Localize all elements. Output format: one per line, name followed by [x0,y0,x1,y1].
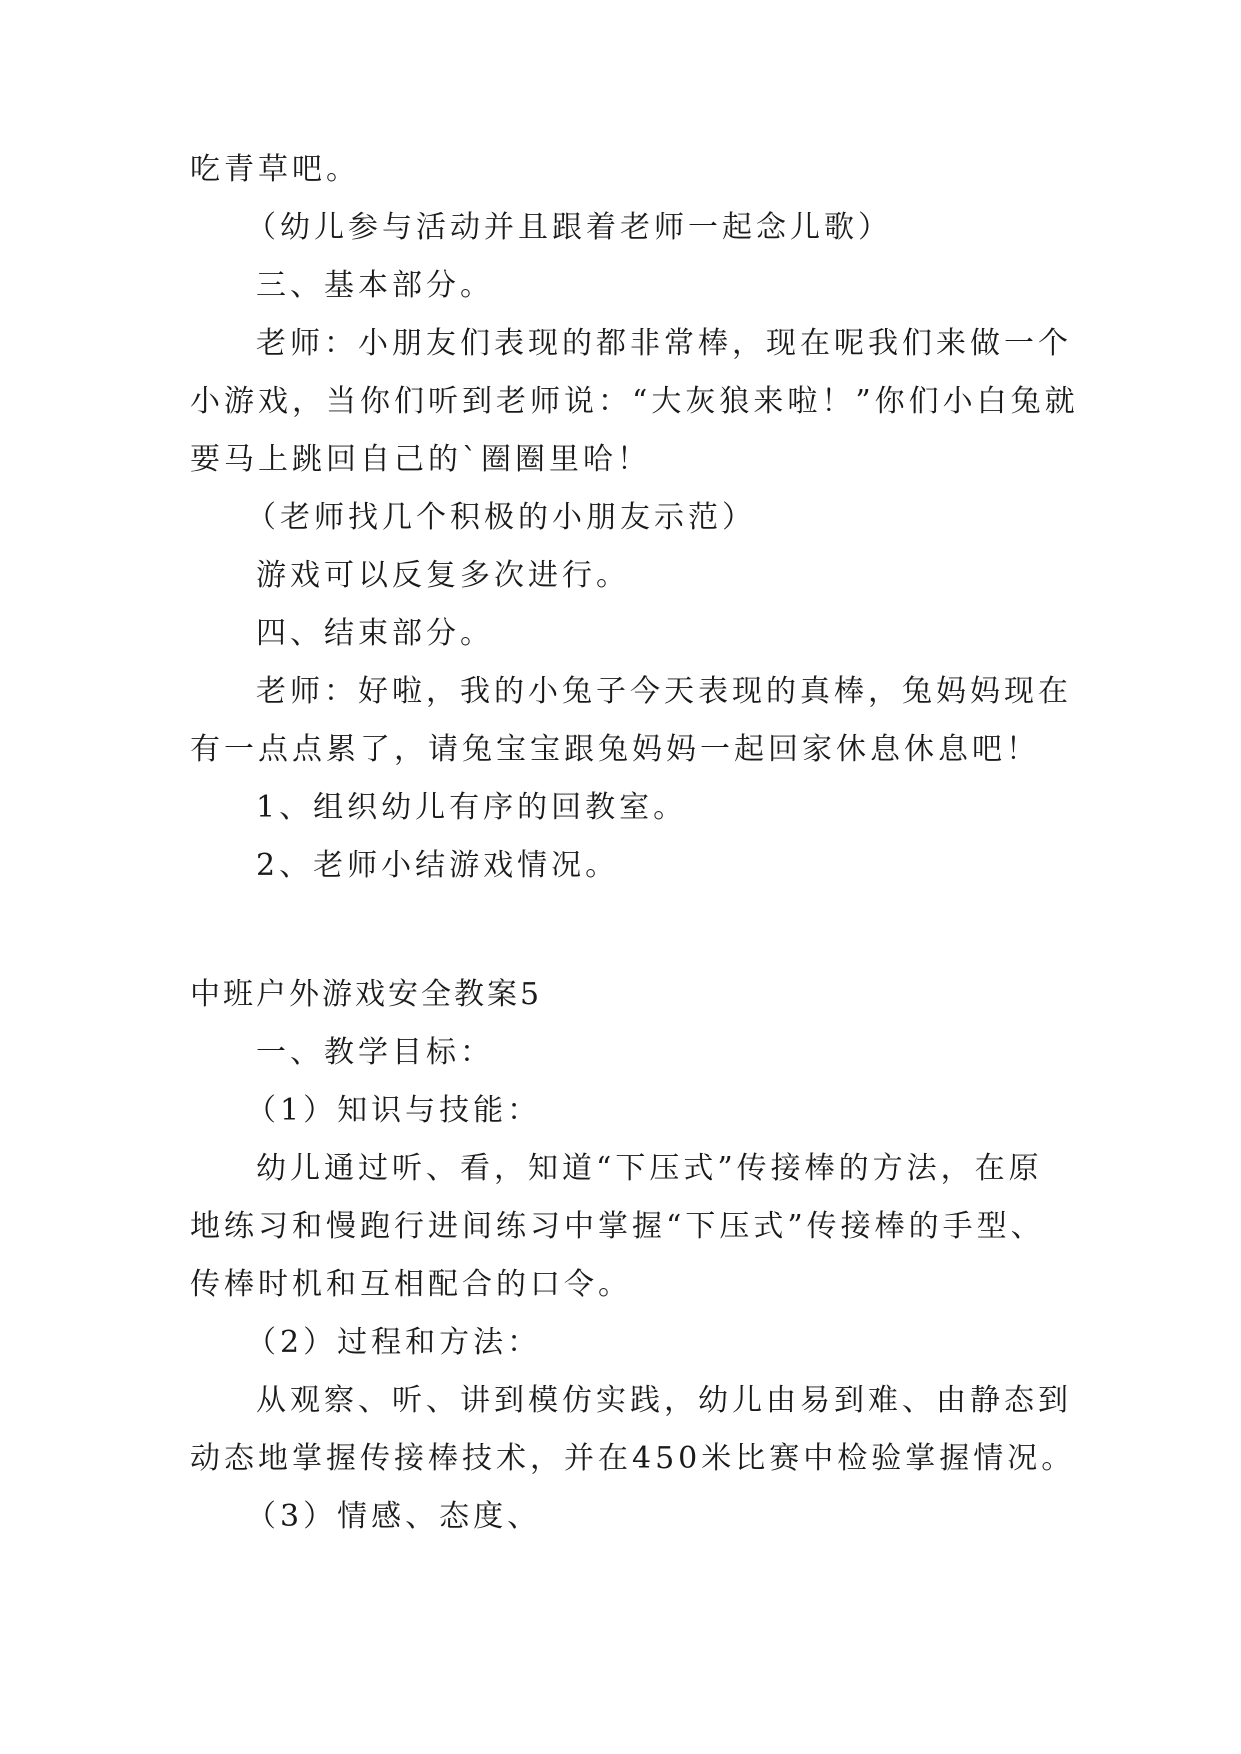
subsection-heading: （1）知识与技能： [246,1093,542,1128]
text-line: 动态地掌握传接棒技术，并在450米比赛中检验掌握情况。 [190,1441,1076,1476]
section-heading: 一、教学目标： [256,1035,494,1070]
list-item: 2、老师小结游戏情况。 [256,848,620,883]
text-line: （幼儿参与活动并且跟着老师一起念儿歌） [246,210,892,245]
text-line: 老师：小朋友们表现的都非常棒，现在呢我们来做一个 [256,326,1072,361]
section-heading: 三、基本部分。 [256,268,494,303]
section-heading: 四、结束部分。 [256,616,494,651]
text-line: 传棒时机和互相配合的口令。 [190,1267,632,1302]
text-line: 老师：好啦，我的小兔子今天表现的真棒，兔妈妈现在 [256,674,1072,709]
text-line: 有一点点累了，请兔宝宝跟兔妈妈一起回家休息休息吧！ [190,732,1040,767]
subsection-heading: （3）情感、态度、 [246,1499,542,1534]
subsection-heading: （2）过程和方法： [246,1325,542,1360]
list-item: 1、组织幼儿有序的回教室。 [256,790,688,825]
text-line: 要马上跳回自己的`圈圈里哈！ [190,442,651,477]
text-line: 吃青草吧。 [190,152,360,187]
text-line: 小游戏，当你们听到老师说：“大灰狼来啦！”你们小白兔就 [190,384,1079,419]
text-line: 从观察、听、讲到模仿实践，幼儿由易到难、由静态到 [256,1383,1072,1418]
text-line: 游戏可以反复多次进行。 [256,558,630,593]
document-title: 中班户外游戏安全教案5 [190,977,543,1012]
text-line: （老师找几个积极的小朋友示范） [246,500,756,535]
text-line: 幼儿通过听、看，知道“下压式”传接棒的方法，在原 [256,1151,1043,1186]
text-line: 地练习和慢跑行进间练习中掌握“下压式”传接棒的手型、 [190,1209,1045,1244]
